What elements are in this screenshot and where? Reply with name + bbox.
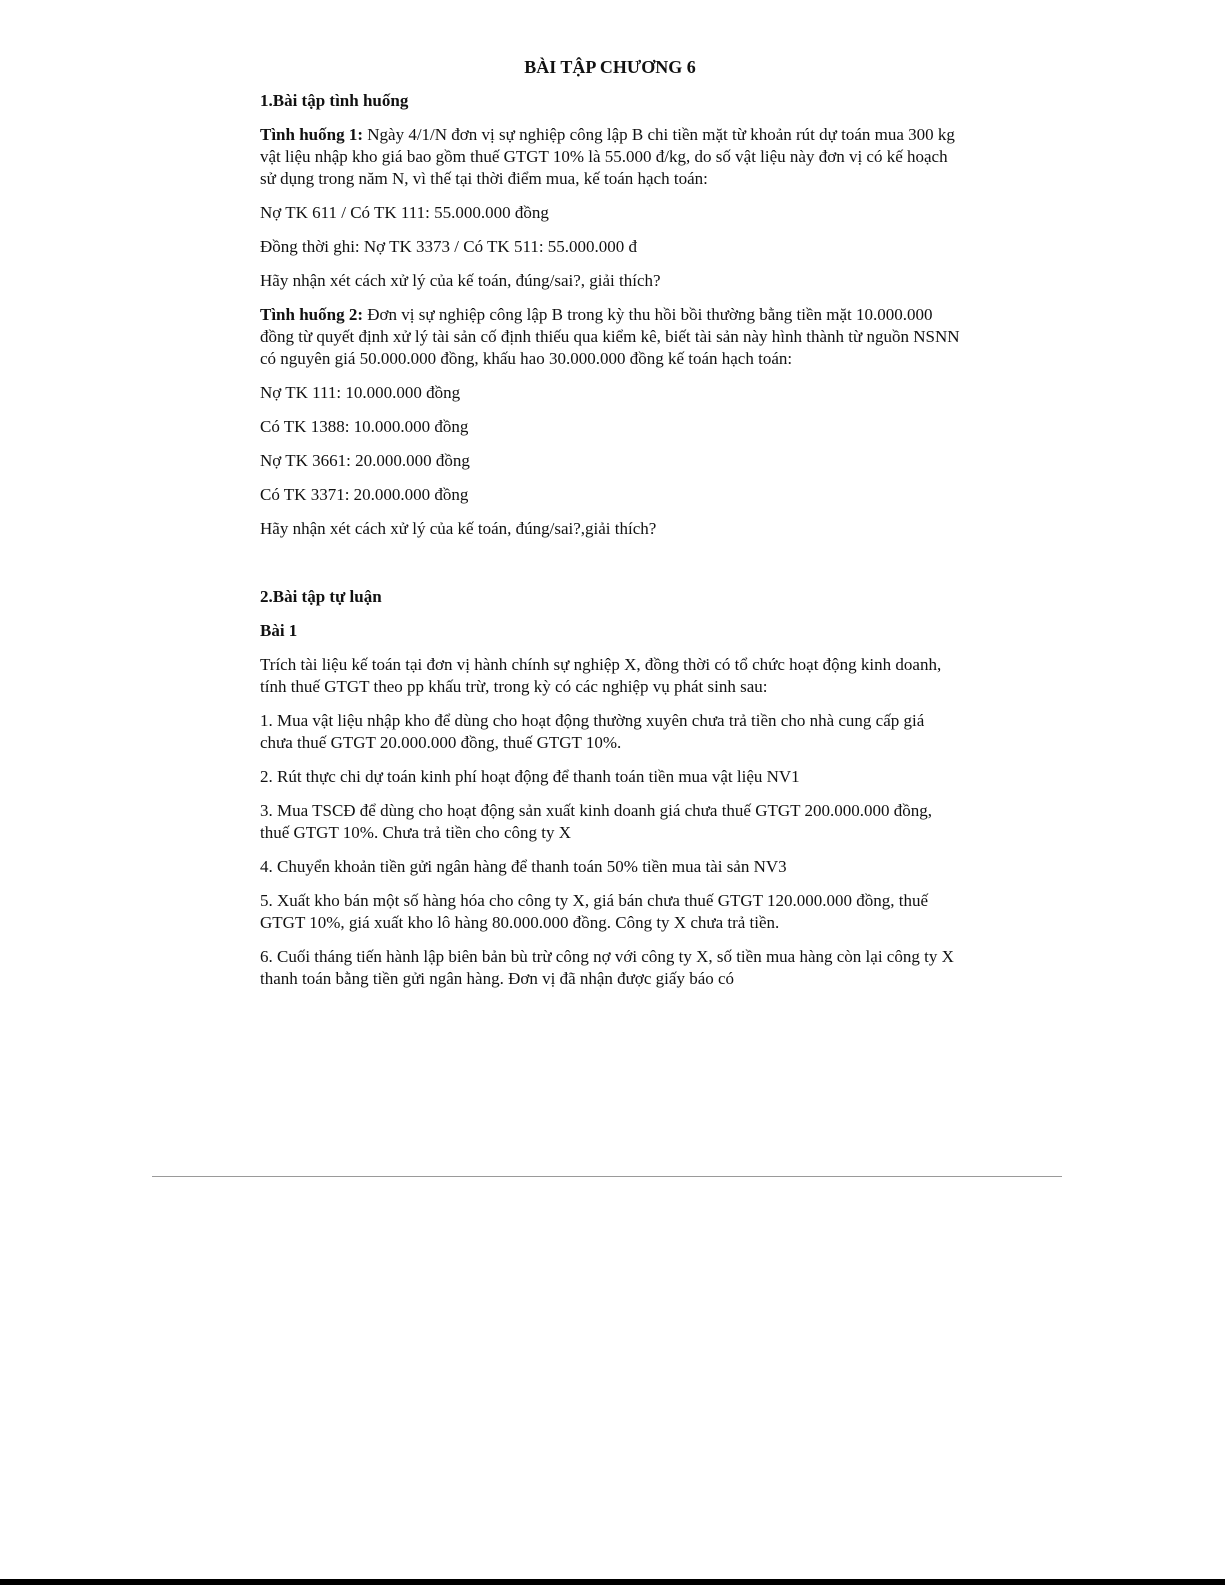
exercise-item: 2. Rút thực chi dự toán kinh phí hoạt động để thanh toán tiền mua vật liệu NV1 bbox=[260, 767, 800, 786]
section-heading-essay-exercises: 2.Bài tập tự luận bbox=[260, 587, 382, 606]
case-2-entry: Nợ TK 3661: 20.000.000 đồng bbox=[260, 451, 470, 470]
exercise-item: 4. Chuyển khoản tiền gửi ngân hàng để thanh toán 50% tiền mua tài sản NV3 bbox=[260, 857, 787, 876]
page-divider bbox=[152, 1176, 1062, 1177]
case-1-entry: Đồng thời ghi: Nợ TK 3373 / Có TK 511: 55.000.000 đ bbox=[260, 237, 638, 256]
exercise-intro: Trích tài liệu kế toán tại đơn vị hành chính sự nghiệp X, đồng thời có tổ chức hoạt động kinh doanh, tính thuế GTGT theo pp khấu trừ, trong kỳ có các nghiệp vụ phát sinh sau: bbox=[260, 655, 942, 696]
exercise-item: 5. Xuất kho bán một số hàng hóa cho công ty X, giá bán chưa thuế GTGT 120.000.000 đồng, thuế GTGT 10%, giá xuất kho lô hàng 80.000.000 đồng. Công ty X chưa trả tiền. bbox=[260, 891, 929, 932]
exercise-title: Bài 1 bbox=[260, 621, 298, 640]
case-2-question: Hãy nhận xét cách xử lý của kế toán, đúng/sai?,giải thích? bbox=[260, 519, 657, 538]
document-content bbox=[260, 56, 960, 1002]
case-2-entry: Có TK 3371: 20.000.000 đồng bbox=[260, 485, 469, 504]
case-2-entry: Có TK 1388: 10.000.000 đồng bbox=[260, 417, 469, 436]
case-2-label: Tình huống 2: bbox=[260, 305, 363, 324]
exercise-item: 1. Mua vật liệu nhập kho để dùng cho hoạt động thường xuyên chưa trả tiền cho nhà cung cấp giá chưa thuế GTGT 20.000.000 đồng, thuế GTGT 10%. bbox=[260, 711, 925, 752]
case-2-description bbox=[260, 304, 960, 370]
case-1-question: Hãy nhận xét cách xử lý của kế toán, đúng/sai?, giải thích? bbox=[260, 271, 661, 290]
exercise-item: 6. Cuối tháng tiến hành lập biên bản bù trừ công nợ với công ty X, số tiền mua hàng còn lại công ty X thanh toán bằng tiền gửi ngân hàng. Đơn vị đã nhận được giấy báo có bbox=[260, 947, 954, 988]
case-2-entry: Nợ TK 111: 10.000.000 đồng bbox=[260, 383, 461, 402]
case-1-text: Ngày 4/1/N đơn vị sự nghiệp công lập B chi tiền mặt từ khoản rút dự toán mua 300 kg vật liệu nhập kho giá bao gồm thuế GTGT 10% là 55.000 đ/kg, do số vật liệu này đơn vị có kế hoạch sử dụng trong năm N, vì thế tại thời điểm mua, kế toán hạch toán: bbox=[260, 125, 955, 188]
case-1-description bbox=[260, 124, 960, 190]
case-1-label: Tình huống 1: bbox=[260, 125, 363, 144]
page-title: BÀI TẬP CHƯƠNG 6 bbox=[524, 57, 696, 77]
section-heading-case-studies: 1.Bài tập tình huống bbox=[260, 91, 409, 110]
case-1-entry: Nợ TK 611 / Có TK 111: 55.000.000 đồng bbox=[260, 203, 549, 222]
case-2-text: Đơn vị sự nghiệp công lập B trong kỳ thu hồi bồi thường bằng tiền mặt 10.000.000 đồng từ quyết định xử lý tài sản cố định thiếu qua kiểm kê, biết tài sản này hình thành từ nguồn NSNN có nguyên giá 50.000.000 đồng, khấu hao 30.000.000 đồng kế toán hạch toán: bbox=[260, 305, 960, 368]
bottom-edge-bar bbox=[0, 1579, 1225, 1585]
exercise-item: 3. Mua TSCĐ để dùng cho hoạt động sản xuất kinh doanh giá chưa thuế GTGT 200.000.000 đồng, thuế GTGT 10%. Chưa trả tiền cho công ty X bbox=[260, 801, 932, 842]
section-spacer bbox=[260, 552, 960, 586]
